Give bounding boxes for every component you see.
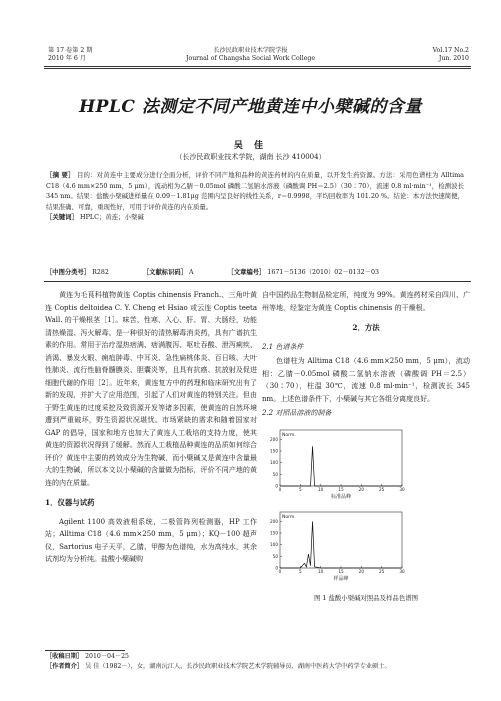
x-tick-label: 10 (317, 569, 324, 574)
x-tick-label: 0 (278, 486, 282, 492)
author-bio-text: 吴 佳（1982－），女，湖南沅江人，长沙民政职业技术学院艺术学院辅导员、湖南中医药大学中药学专业硕士。 (85, 663, 391, 670)
body-column-left (45, 289, 257, 566)
section-heading-instruments: 1．仪器与试药 (45, 498, 95, 507)
keywords-text: HPLC；黄连；小檗碱 (80, 213, 144, 222)
abstract-text: 目的：对黄连中主要成分进行全面分析，评价不同产地和品种的黄连药材的内在质量，以开发生药资源。方法：采用色谱柱为 Alltima C18（4.6 mm×250 mm，5 μm），流动相为乙腈－0.05mol 磷酸二氢钠水溶液（磷酸调 PH＝2.5）（30∶70），流速 0.8 ml·min⁻¹，检测波长 345 nm。结果：盐酸小檗碱进样量在 0.09－1.81μg 范围内呈良好的线性关系，r＝0.9998，平均回收率为 101.20 %。结论：本方法快速简便，结果准确、可靠，重现性好，可用于评价黄连的内在质量。 (46, 171, 464, 211)
chromatogram-standard (262, 424, 412, 502)
subsection-chromatography: 2.1 色谱条件 (262, 342, 304, 351)
section-heading-method: 2．方法 (352, 323, 380, 332)
x-tick-label: 0 (278, 569, 282, 574)
article-no-value: 1671－5136（2010）02－0132－03 (267, 269, 379, 276)
header-vol-no: Vol.17 No.2 (432, 47, 469, 54)
figure-caption: 图 1 盐酸小檗碱对照品及样品色谱图 (314, 593, 418, 602)
plot-frame (280, 512, 402, 568)
header-volume-issue: 第 17 卷第 2 期 (48, 47, 93, 54)
abstract (46, 170, 464, 223)
header-journal-en: Journal of Changsha Social Work College (185, 55, 315, 62)
x-axis-label: 标准品峰 (330, 493, 352, 500)
plot-frame (280, 430, 402, 486)
x-tick-label: 20 (358, 569, 365, 574)
classification-line (46, 269, 476, 277)
instruments-paragraph: Agilent 1100 高效液相系统，二极管阵列检测器，HP 工作站；Alltima C18（4.6 mm×250 mm，5 μm）；KQ－100 超声仪，Sartorius 电子天平，乙腈、甲醇为色谱纯，水为高纯水，其余试剂均为分析纯。盐酸小檗碱购 (45, 517, 257, 563)
series-line (280, 446, 402, 486)
header-journal-cn: 长沙民政职业技术学院学报 (213, 47, 288, 54)
author-name: 吴 佳 (233, 141, 268, 151)
y-tick-label: 150 (270, 448, 278, 453)
intro-paragraph: 黄连为毛茛科植物黄连 Coptis chinensis Franch.、三角叶黄连 Coptis deltoidea C. Y. Cheng et Hsiao 或云连 Coptis teeta Wall. 的干燥根茎［1］。味苦、性寒、入心、肝、胃、大肠经，功能清热燥湿、泻火解毒。是一种很好的清热解毒消炎药，具有广谱抗生素的作用。常用于治疗湿热痞满、痞满腹泻、呕吐吞酸、泄泻痢疾、消渴、暴发火眼、痈疽肿毒、中耳炎、急性扁桃体炎、百日咳、大叶性肺炎、流行性脑脊髓膜炎、胆囊炎等，且具有抗癌、抗放射及促进细胞代谢的作用［2］。近年来，黄连复方中的药理和临床研究出有了新的发现，并扩大了应用范围，引起了人们对黄连的特别关注。但由于野生黄连的过度采挖及致资源开发等诸多因素，使黄连的自然环境遭到严重破坏，野生资源状况堪忧。市场紧缺的需求和随着国家对 GAP 的倡导，国家和地方也加大了黄连人工栽培的支持力度，使其黄连的资源状况得到了缓解。然而人工栽植品种黄连的品质如何综合评价？黄连中主要的药效成分为生物碱，而小檗碱又是黄连中含量最大的生物碱，所以本文以小檗碱的含量做为指标，评价不同产地的黄连的内在质量。 (45, 291, 257, 487)
x-tick-label: 5 (298, 486, 302, 492)
doc-code-label: ［文献标识码］ (142, 269, 187, 276)
y-tick-label: 50 (272, 471, 278, 477)
figure-chromatograms (262, 424, 470, 605)
header-rule (44, 66, 471, 69)
header-month-year: Jun. 2010 (438, 55, 469, 62)
x-tick-label: 5 (298, 569, 302, 574)
header-volume-en (433, 47, 469, 63)
author-bio-label: ［作者简介］ (46, 663, 84, 670)
chromatography-paragraph: 色谱柱为 Alltima C18（4.6 mm×250 mm，5 μm），流动相：乙腈－0.05mol 磷酸二氢钠水溶液（磷酸调 PH＝2.5）（30∶70），柱温 30℃，流速 0.8 ml·min⁻¹，检测波长 345 nm。上述色谱条件下，小檗碱与其它各组分离度良好。 (262, 357, 470, 403)
y-tick-label: 150 (270, 530, 278, 536)
y-tick-label: 100 (270, 459, 278, 465)
x-tick-label: 15 (338, 569, 344, 574)
y-tick-label: 200 (270, 518, 278, 524)
x-tick-label: 15 (338, 486, 344, 492)
doc-code-value: A (188, 269, 194, 276)
y-tick-label: 200 (270, 436, 278, 442)
series-line (280, 521, 402, 568)
x-axis-label: 样品峰 (333, 576, 349, 582)
materials-paragraph: 自中国药品生物制品检定所，纯度为 99%。黄连药材采自四川、广州等地，经鉴定为黄连 Coptis chinensis 的干燥根。 (262, 291, 470, 312)
subsection-reference-solution: 2.2 对照品溶液的制备 (262, 409, 332, 417)
x-tick-label: 25 (378, 569, 385, 574)
y-axis-label: Norm. (282, 515, 296, 520)
x-tick-label: 25 (378, 486, 385, 492)
received-date: 2010－04－25 (85, 653, 129, 660)
keywords-label: ［关键词］ (46, 213, 78, 222)
article-no-label: ［文章编号］ (227, 269, 266, 276)
header-journal (0, 47, 501, 63)
footnote-received (46, 652, 476, 662)
abstract-rule (44, 281, 471, 282)
x-tick-label: 20 (358, 486, 365, 492)
footnote-rule (45, 650, 125, 651)
y-tick-label: 0 (275, 565, 278, 571)
abstract-label: ［摘 要］ (46, 171, 75, 179)
chromatogram-sample (262, 506, 412, 584)
y-tick-label: 50 (272, 553, 278, 559)
body-column-right (262, 289, 470, 604)
clc-value: R282 (92, 269, 109, 276)
paper-title: HPLC 法测定不同产地黄连中小檗碱的含量 (79, 97, 422, 117)
author-affiliation: （长沙民政职业技术学院，湖南 长沙 410004） (175, 153, 326, 161)
x-tick-label: 30 (399, 486, 405, 492)
header-date: 2010 年 6 月 (48, 55, 86, 62)
y-tick-label: 100 (270, 542, 278, 548)
x-tick-label: 30 (399, 569, 405, 574)
received-label: ［收稿日期］ (46, 653, 84, 660)
x-tick-label: 10 (317, 486, 324, 492)
y-axis-label: Norm. (282, 432, 296, 438)
footnote-author (46, 662, 476, 672)
y-tick-label: 0 (275, 483, 278, 488)
clc-label: ［中图分类号］ (46, 269, 91, 276)
